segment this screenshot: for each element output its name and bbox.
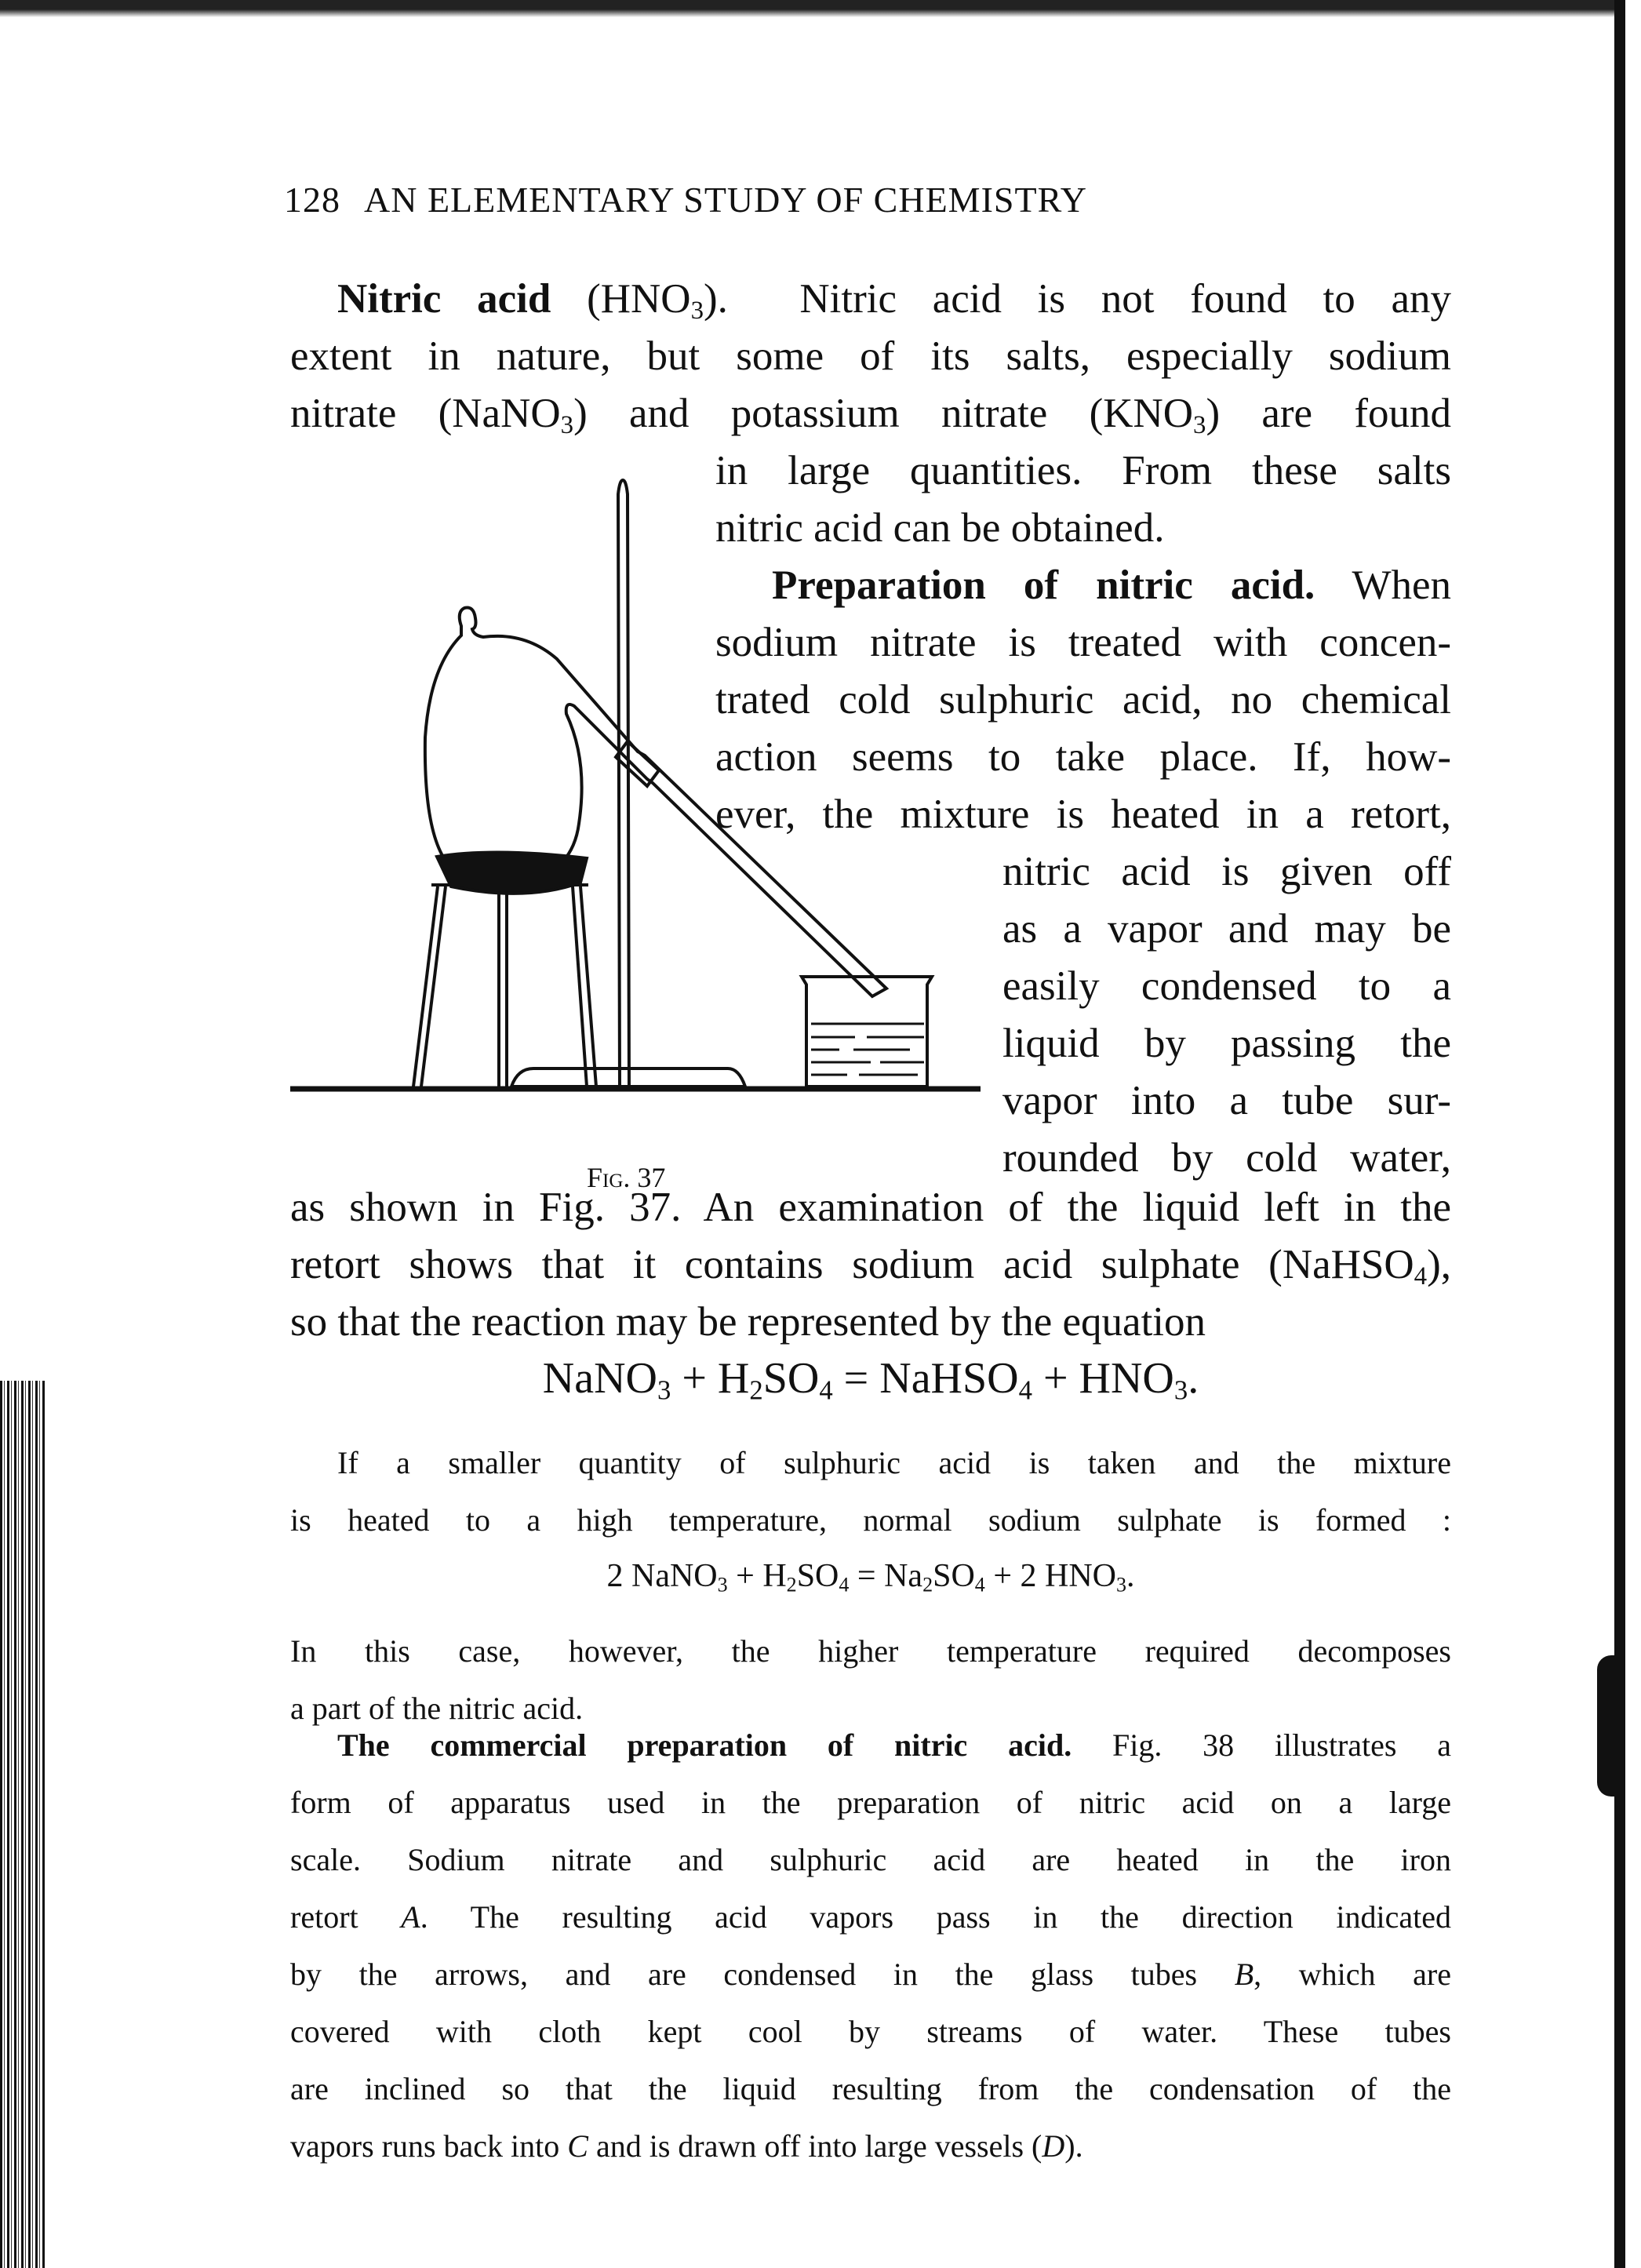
text: When	[1352, 562, 1451, 608]
text-line: action seems to take place. If, how-	[715, 734, 1451, 780]
eq-term: SO	[796, 1558, 839, 1594]
section-commercial-preparation	[290, 1722, 1451, 2180]
section-preparation-continued	[290, 1179, 1451, 1351]
subscript: 4	[839, 1573, 850, 1596]
text-line: In this case, however, the higher temperature required decomposes	[290, 1633, 1451, 1669]
eq-term: + HNO	[1032, 1354, 1174, 1403]
paragraph-small-1	[290, 1440, 1451, 1554]
text-line	[290, 1236, 1451, 1294]
text-line: trated cold sulphuric acid, no chemical	[715, 677, 1451, 723]
subscript: 3	[1193, 411, 1206, 440]
text-line: are inclined so that the liquid resulting from the condensation of the	[290, 2071, 1451, 2106]
label-b: B	[1234, 1957, 1254, 1992]
formula: ).	[704, 276, 728, 322]
subscript: 2	[786, 1573, 797, 1596]
subscript: 3	[657, 1374, 671, 1406]
text: ),	[1427, 1242, 1451, 1287]
text: , which are	[1253, 1957, 1451, 1992]
text-line: extent in nature, but some of its salts, especially sodium	[290, 333, 1451, 379]
text-line: rounded by cold water,	[1002, 1135, 1451, 1181]
subscript: 4	[1414, 1262, 1428, 1291]
eq-term: = Na	[849, 1558, 923, 1594]
retort	[425, 608, 886, 996]
text-line: in large quantities. From these salts	[715, 448, 1451, 493]
text: retort shows that it contains sodium acid sulphate (NaHSO	[290, 1242, 1414, 1287]
eq-term: = NaHSO	[832, 1354, 1019, 1403]
subscript: 2	[922, 1573, 933, 1596]
scan-top-edge	[0, 0, 1641, 17]
subscript: 2	[749, 1374, 763, 1406]
text: ) and potassium nitrate (KNO	[573, 391, 1194, 436]
text-line: so that the reaction may be represented by the equation	[290, 1299, 1206, 1345]
subscript: 3	[1116, 1573, 1127, 1596]
page-number: 128	[284, 180, 340, 220]
eq-term: SO	[762, 1354, 820, 1403]
subscript: 4	[974, 1573, 985, 1596]
text: by the arrows, and are condensed in the glass tubes	[290, 1957, 1235, 1992]
text-line	[290, 271, 1451, 328]
text: ) are found	[1206, 391, 1451, 436]
equation-1	[290, 1353, 1451, 1407]
text-line: ever, the mixture is heated in a retort,	[715, 792, 1451, 837]
subscript: 3	[560, 411, 574, 440]
text: nitrate (NaNO	[290, 391, 561, 436]
text-line	[290, 1894, 1451, 1951]
text-line: sodium nitrate is treated with concen-	[715, 620, 1451, 665]
text-line: scale. Sodium nitrate and sulphuric acid are heated in the iron	[290, 1842, 1451, 1877]
text-line: easily condensed to a	[1002, 963, 1451, 1009]
label-c: C	[567, 2128, 588, 2164]
section-heading: Preparation of nitric acid.	[772, 562, 1315, 608]
figure-caption: Fig. 37	[587, 1162, 666, 1193]
text-line: If a smaller quantity of sulphuric acid is taken and the mixture	[337, 1445, 1451, 1480]
scan-margin	[1625, 0, 1641, 2268]
text-line	[290, 1722, 1451, 1779]
section-heading: Nitric acid	[337, 276, 551, 322]
equation-2	[290, 1557, 1451, 1597]
subscript: 4	[819, 1374, 833, 1406]
scan-right-edge	[1614, 0, 1625, 2268]
eq-term: .	[1126, 1558, 1135, 1594]
text: retort	[290, 1899, 402, 1935]
eq-term: + H	[671, 1354, 750, 1403]
label-d: D	[1042, 2128, 1065, 2164]
eq-term: .	[1188, 1354, 1199, 1403]
figure-37-apparatus	[290, 479, 981, 1153]
eq-term: 2 NaNO	[606, 1558, 718, 1594]
text-line: is heated to a high temperature, normal sodium sulphate is formed :	[290, 1502, 1451, 1538]
text: Nitric acid is not found to any	[799, 276, 1452, 322]
beaker	[802, 977, 932, 1087]
eq-term: + H	[727, 1558, 787, 1594]
clamp-stand	[511, 480, 745, 1087]
text-line: vapor into a tube sur-	[1002, 1078, 1451, 1123]
text-line: as a vapor and may be	[1002, 906, 1451, 952]
text-line	[290, 2123, 1451, 2180]
scan-artifact	[1597, 1655, 1625, 1797]
formula: (HNO	[587, 276, 691, 322]
text: vapors runs back into	[290, 2128, 568, 2164]
text-line: a part of the nitric acid.	[290, 1691, 584, 1726]
eq-term: SO	[933, 1558, 975, 1594]
text-line: nitric acid is given off	[1002, 849, 1451, 894]
text-line: as shown in Fig. 37. An examination of the liquid left in the	[290, 1185, 1451, 1230]
text: Fig. 38 illustrates a	[1112, 1727, 1452, 1763]
label-a: A	[401, 1899, 420, 1935]
text-line	[290, 385, 1451, 442]
text-line: liquid by passing the	[1002, 1021, 1451, 1066]
text-line	[290, 1951, 1451, 2008]
text: ).	[1064, 2128, 1083, 2164]
running-title: AN ELEMENTARY STUDY OF CHEMISTRY	[364, 180, 1087, 220]
subscript: 3	[690, 297, 704, 326]
subscript: 3	[1173, 1374, 1188, 1406]
text-line: covered with cloth kept cool by streams of water. These tubes	[290, 2014, 1451, 2049]
eq-term: + 2 HNO	[984, 1558, 1116, 1594]
text: . The resulting acid vapors pass in the direction indicated	[420, 1899, 1451, 1935]
book-binding-edge	[0, 1381, 45, 2268]
text: and is drawn off into large vessels (	[588, 2128, 1042, 2164]
text-line: nitric acid can be obtained.	[715, 505, 1165, 551]
subscript: 3	[717, 1573, 728, 1596]
section-nitric-acid	[290, 271, 1451, 442]
running-head	[284, 179, 1087, 220]
section-heading: The commercial preparation of nitric acid.	[337, 1727, 1072, 1763]
tripod	[413, 885, 596, 1087]
eq-term: NaNO	[542, 1354, 657, 1403]
subscript: 4	[1018, 1374, 1032, 1406]
text-line: form of apparatus used in the preparation of nitric acid on a large	[290, 1785, 1451, 1820]
narrow-text-column	[1002, 843, 1451, 1187]
